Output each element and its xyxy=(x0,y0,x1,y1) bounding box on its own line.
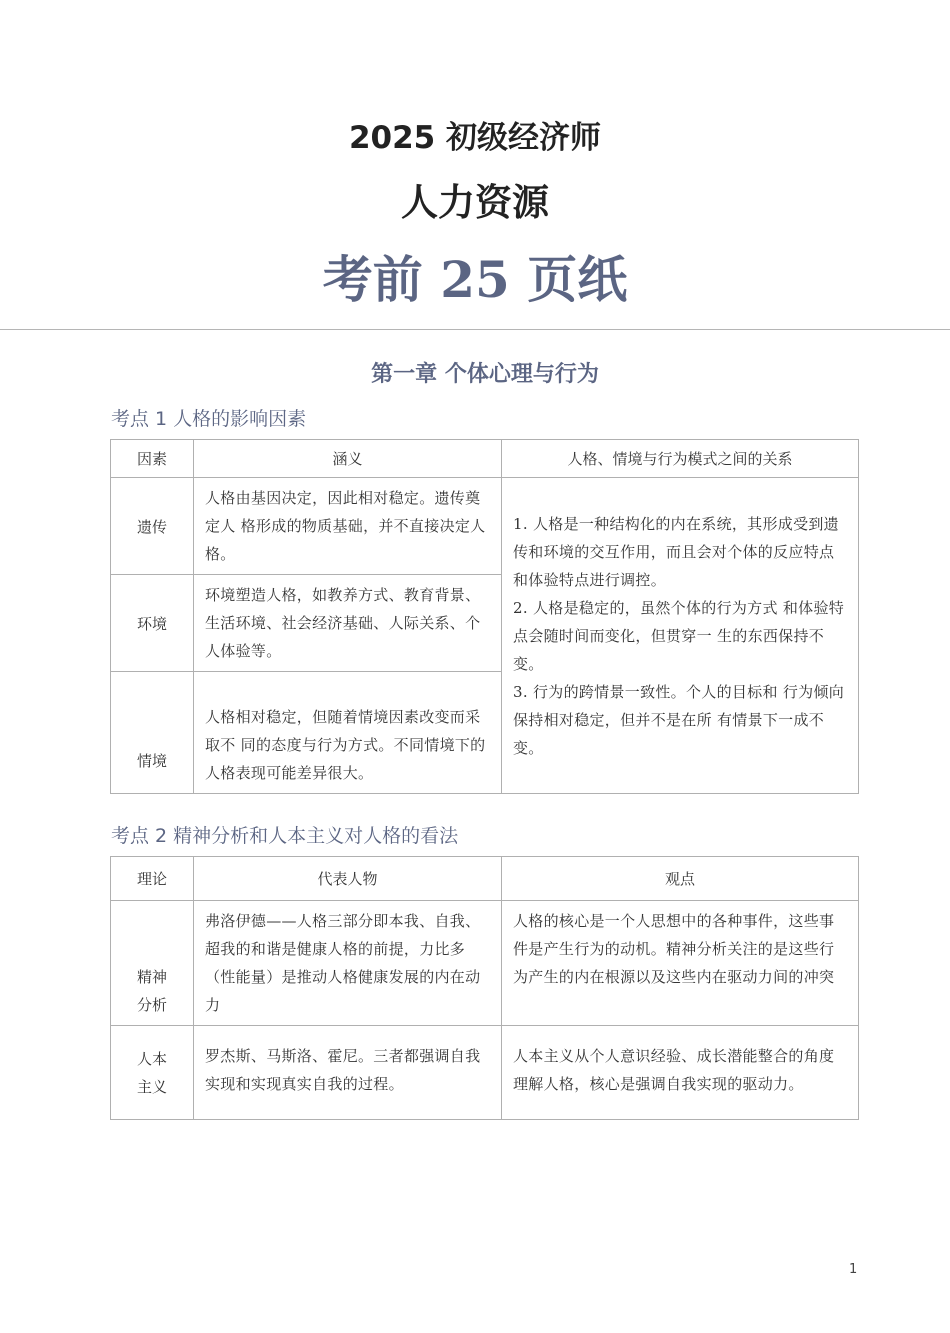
theory-label-line: 分析 xyxy=(136,996,167,1014)
page-number: 1 xyxy=(849,1262,858,1277)
relationship-cell xyxy=(502,478,859,794)
relationship-point-2: 2. 人格是稳定的，虽然个体的行为方式 和体验特点会随时间而变化，但贯穿一 生的东西保持不变。 xyxy=(513,598,845,673)
table-row xyxy=(111,901,859,1026)
personality-factors-table xyxy=(110,439,859,794)
header-relationship: 人格、情境与行为模式之间的关系 xyxy=(502,440,859,478)
subject-title: 人力资源 xyxy=(401,181,549,224)
theory-cell xyxy=(111,901,194,1026)
table-row xyxy=(111,1026,859,1120)
meaning-cell: 人格相对稳定，但随着情境因素改变而采取不 同的态度与行为方式。不同情境下的人格表现可能差异很大。 xyxy=(194,672,502,794)
table-header-row xyxy=(111,440,859,478)
theory-label-line: 人本 xyxy=(136,1049,167,1068)
exam-year-title: 2025 初级经济师 xyxy=(348,120,602,156)
factor-cell: 环境 xyxy=(111,575,194,672)
table-row xyxy=(111,478,859,575)
section-title-1: 考点 1 人格的影响因素 xyxy=(111,408,307,430)
factor-cell: 情境 xyxy=(111,672,194,794)
meaning-cell: 环境塑造人格，如教养方式、教育背景、生活环境、社会经济基础、人际关系、个人体验等。 xyxy=(194,575,502,672)
view-cell: 人格的核心是一个人思想中的各种事件，这些事件是产生行为的动机。精神分析关注的是这些行为产生的内在根源以及这些内在驱动力间的冲突 xyxy=(502,901,859,1026)
header-theory: 理论 xyxy=(111,857,194,901)
header-view: 观点 xyxy=(502,857,859,901)
relationship-point-3: 3. 行为的跨情景一致性。个人的目标和 行为倾向保持相对稳定，但并不是在所 有情景下一成不变。 xyxy=(513,682,845,757)
document-title: 考前 25 页纸 xyxy=(322,250,628,309)
relationship-point-1: 1. 人格是一种结构化的内在系统，其形成受到遗传和环境的交互作用，而且会对个体的反应特点和体验特点进行调控。 xyxy=(513,514,839,589)
figures-cell: 罗杰斯、马斯洛、霍尼。三者都强调自我实现和实现真实自我的过程。 xyxy=(194,1026,502,1120)
header-figures: 代表人物 xyxy=(194,857,502,901)
view-cell: 人本主义从个人意识经验、成长潜能整合的角度理解人格，核心是强调自我实现的驱动力。 xyxy=(502,1026,859,1120)
theory-cell xyxy=(111,1026,194,1120)
personality-theories-table xyxy=(110,856,859,1120)
figures-cell: 弗洛伊德——人格三部分即本我、自我、超我的和谐是健康人格的前提，力比多（性能量）是推动人格健康发展的内在动力 xyxy=(194,901,502,1026)
theory-label-line: 精神 xyxy=(136,968,167,986)
theory-label-line: 主义 xyxy=(136,1077,167,1096)
factor-cell: 遗传 xyxy=(111,478,194,575)
header-divider xyxy=(0,329,950,330)
section-title-2: 考点 2 精神分析和人本主义对人格的看法 xyxy=(111,825,459,847)
header-meaning: 涵义 xyxy=(194,440,502,478)
meaning-cell: 人格由基因决定，因此相对稳定。遗传奠定人 格形成的物质基础，并不直接决定人格。 xyxy=(194,478,502,575)
header-factor: 因素 xyxy=(111,440,194,478)
table-header-row xyxy=(111,857,859,901)
chapter-title: 第一章 个体心理与行为 xyxy=(371,361,599,387)
